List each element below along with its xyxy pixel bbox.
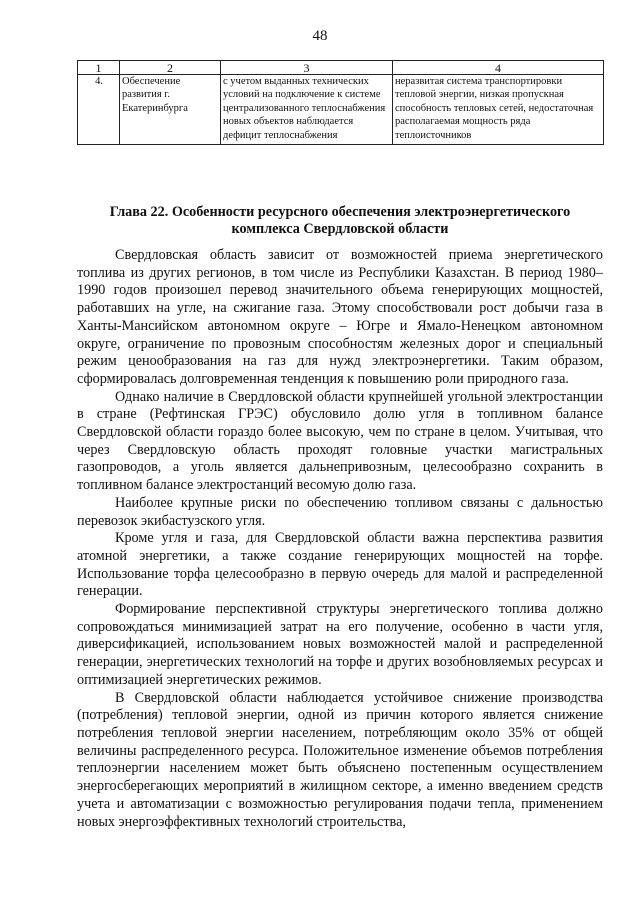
- conditions-cell: с учетом выданных технических условий на подключение к системе централизованного теплоснабжения новых объектов наблюдается дефицит теплоснабжения: [221, 75, 393, 145]
- paragraph: Кроме угля и газа, для Свердловской области важна перспектива развития атомной энергетики, а также создание генерирующих мощностей на торфе. Использование торфа целесообразно в первую очередь для малой и распределенной генерации.: [77, 530, 603, 600]
- chapter-heading-line: Глава 22. Особенности ресурсного обеспечения электроэнергетического: [109, 204, 571, 220]
- paragraph: Формирование перспективной структуры энергетического топлива должно сопровождаться минимизацией затрат на его получение, особенно в части угля, диверсификацией, использованием новых возможностей малой и распределенной генерации, энергетических технологий на торфе и других возобновляемых ресурсах и оптимизацией энергетических режимов.: [77, 601, 603, 688]
- row-number-cell: 4.: [78, 75, 120, 145]
- table-header-cell: 3: [221, 61, 393, 75]
- table-row: [78, 75, 604, 145]
- continuation-table: [77, 60, 604, 145]
- problems-cell: неразвитая система транспортировки тепловой энергии, низкая пропускная способность тепловых сетей, недостаточная располагаемая мощность ряда теплоисточников: [393, 75, 604, 145]
- table-header-row: [78, 61, 604, 75]
- paragraph: Однако наличие в Свердловской области крупнейшей угольной электростанции в стране (Рефтинская ГРЭС) обусловило долю угля в топливном балансе Свердловской области гораздо более высокую, чем по стране в целом. Учитывая, что через Свердловскую область проходят головные участки магистральных газопроводов, а уголь является дальнепривозным, целесообразно сохранить в топливном балансе электростанций весомую долю газа.: [77, 388, 603, 494]
- paragraph: Свердловская область зависит от возможностей приема энергетического топлива из других регионов, в том числе из Республики Казахстан. В период 1980–1990 годов произошел перевод значительного объема генерирующих мощностей, работавших на угле, на сжигание газа. Этому способствовали рост добычи газа в Ханты-Мансийском автономном округе – Югре и Ямало-Ненецком автономном округе, ограничение по провозным способностям железных дорог и специальный режим ценообразования на газ для нужд электроэнергетики. Таким образом, сформировалась долговременная тенденция к повышению роли природного газа.: [77, 247, 603, 387]
- page-number: 48: [312, 28, 328, 44]
- measure-cell: Обеспечение развития г. Екатеринбурга: [120, 75, 221, 145]
- chapter-heading: [77, 204, 603, 238]
- paragraph: В Свердловской области наблюдается устойчивое снижение производства (потребления) тепловой энергии, одной из причин которого является снижение потребления тепловой энергии населением, потребляющим около 35% от общей величины распределенного ресурса. Положительное изменение объемов потребления теплоэнергии населением может быть объяснено постепенным осуществлением энергосберегающих мероприятий в жилищном секторе, а именно введением средств учета и автоматизации с возможностью регулирования подачи тепла, применением новых энергоэффективных технологий строительства,: [77, 689, 603, 830]
- table-header-cell: 2: [120, 61, 221, 75]
- paragraph: Наиболее крупные риски по обеспечению топливом связаны с дальностью перевозок экибастузского угля.: [77, 494, 603, 529]
- chapter-heading-line: комплекса Свердловской области: [231, 221, 449, 237]
- body-text: [77, 247, 603, 831]
- table-header-cell: 4: [393, 61, 604, 75]
- table-header-cell: 1: [78, 61, 120, 75]
